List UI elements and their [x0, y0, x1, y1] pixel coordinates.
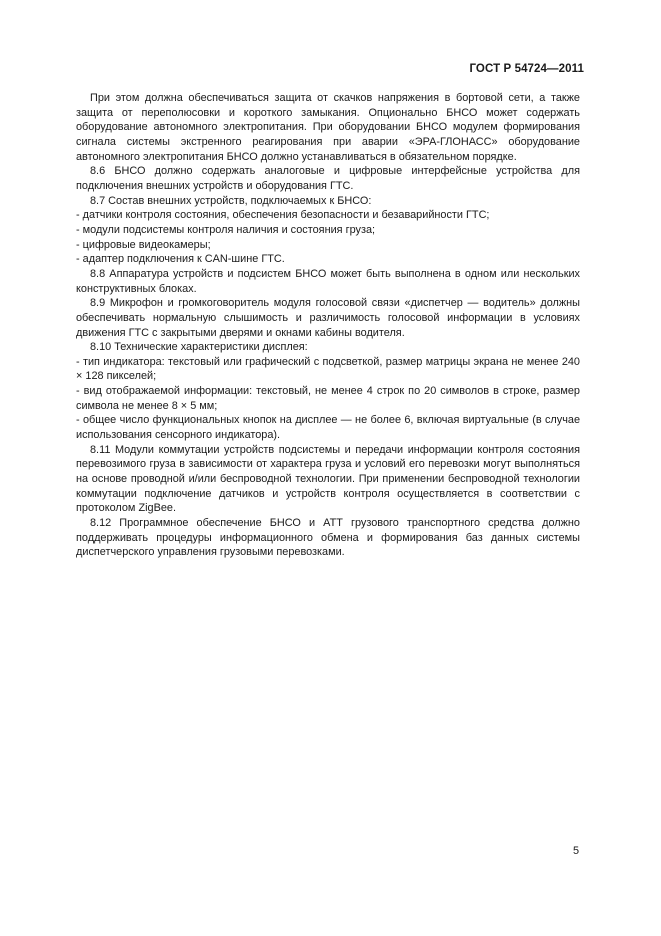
paragraph-8-8: 8.8 Аппаратура устройств и подсистем БНСО может быть выполнена в одном или нескольких конструктивных блоках.: [76, 267, 580, 295]
paragraph-8-11: 8.11 Модули коммутации устройств подсистемы и передачи информации контроля состояния перевозимого груза в зависимости от характера груза и условий его перевозки могут выполняться на основе проводной и/или беспроводной технологии. При применении беспроводной технологии коммутации подключение датчиков и устройств контроля осуществляется в соответствии с протоколом ZigBee.: [76, 443, 580, 515]
list-item-function-buttons: - общее число функциональных кнопок на дисплее — не более 6, включая виртуальные (в случае использования сенсорного индикатора).: [76, 414, 580, 442]
paragraph-8-12: 8.12 Программное обеспечение БНСО и АТТ грузового транспортного средства должно поддерживать процедуры информационного обмена и формирования баз данных системы диспетчерского управления грузовыми перевозками.: [76, 517, 580, 559]
paragraph-8-9: 8.9 Микрофон и громкоговоритель модуля голосовой связи «диспетчер — водитель» должны обеспечивать нормальную слышимость и различимость голосовой информации в условиях движения ГТС с закрытыми дверями и окнами кабины водителя.: [76, 297, 580, 339]
paragraph-8-7: 8.7 Состав внешних устройств, подключаемых к БНСО:: [90, 194, 372, 207]
list-item-can-adapter: - адаптер подключения к CAN-шине ГТС.: [76, 253, 285, 266]
paragraph-power-protection: При этом должна обеспечиваться защита от скачков напряжения в бортовой сети, а также защита от переполюсовки и короткого замыкания. Опционально БНСО может содержать оборудование автономного электропитания. При оборудовании БНСО модулем формирования сигнала системы экстренного реагирования при аварии «ЭРА-ГЛОНАСС» оборудование автономного электропитания БНСО должно устанавливаться в обязательном порядке.: [76, 92, 580, 163]
list-item-display-info: - вид отображаемой информации: текстовый, не менее 4 строк по 20 символов в строке, размер символа не менее 8 × 5 мм;: [76, 385, 580, 412]
document-header: ГОСТ Р 54724—2011: [469, 63, 584, 75]
list-item-cameras: - цифровые видеокамеры;: [76, 238, 211, 251]
list-item-sensors: - датчики контроля состояния, обеспечения безопасности и безаварийности ГТС;: [76, 209, 490, 222]
list-item-cargo-modules: - модули подсистемы контроля наличия и состояния груза;: [76, 223, 376, 236]
paragraph-8-10: 8.10 Технические характеристики дисплея:: [90, 341, 308, 354]
paragraph-8-6: 8.6 БНСО должно содержать аналоговые и цифровые интерфейсные устройства для подключения внешних устройств и оборудования ГТС.: [76, 165, 580, 192]
list-item-indicator-type: - тип индикатора: текстовый или графический с подсветкой, размер матрицы экрана не менее 240 × 128 пикселей;: [76, 355, 580, 383]
document-body: [76, 91, 580, 560]
page-number: 5: [572, 845, 579, 857]
